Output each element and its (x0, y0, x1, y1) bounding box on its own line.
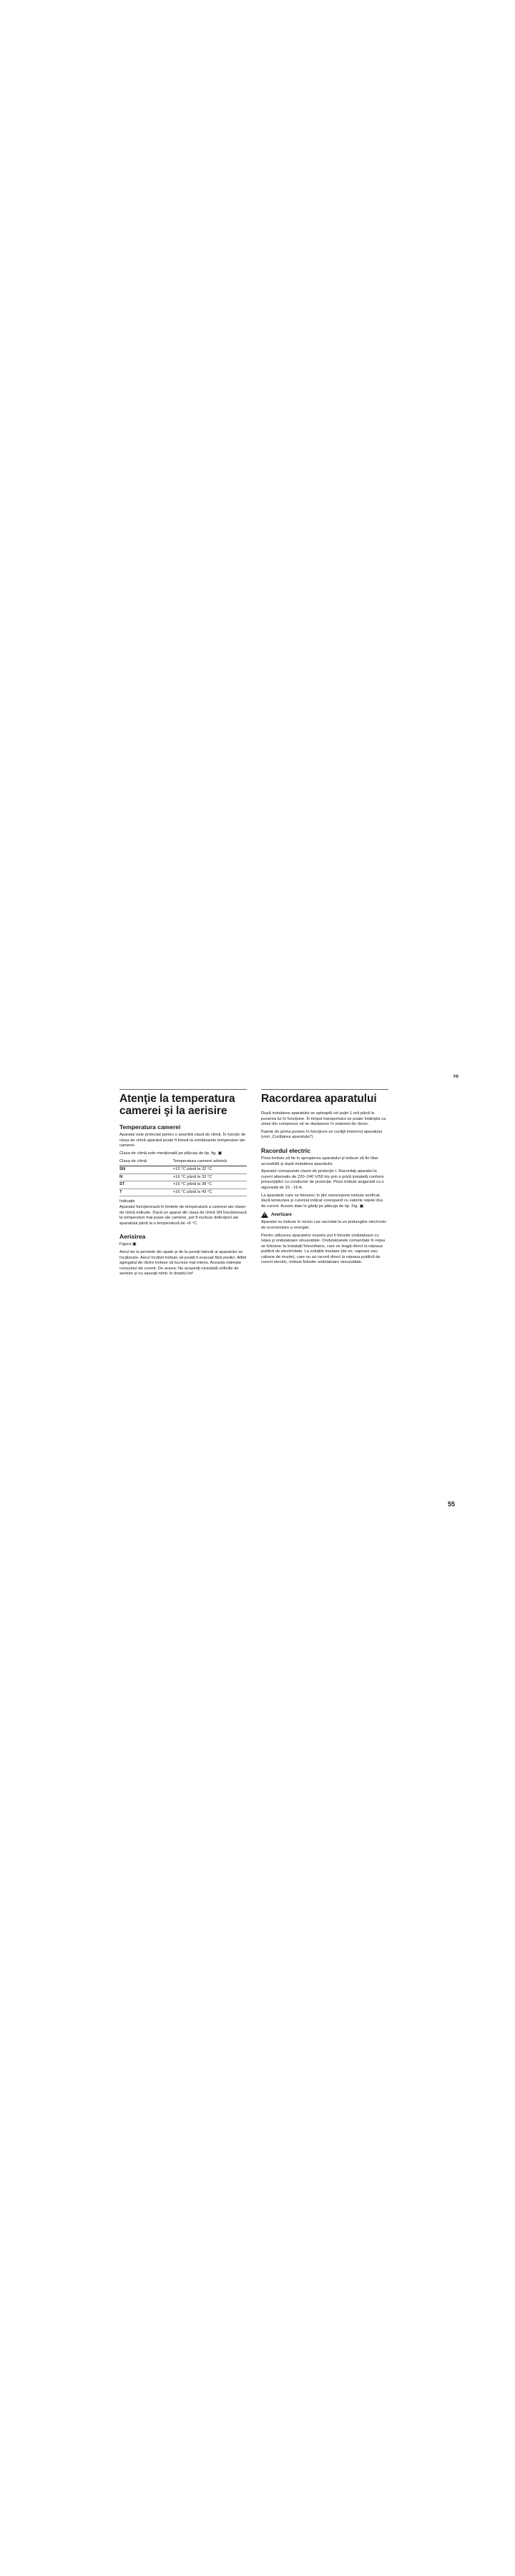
table-cell-temp: +16 °C până la 32 °C (173, 1174, 247, 1181)
title-line-1: Atenţie la temperatura (119, 1093, 235, 1105)
warning-triangle-icon (261, 1211, 268, 1218)
paragraph: Aparatul corespunde clasei de protecţie I. Racordaţi aparatul la curent alternativ de 220–240 V/50 Hz prin o priză instalată conform prescripţiilor cu conductor de protecţie. Priza trebuie asigurată cu o siguranţă de 10 - 16 A. (261, 1169, 384, 1190)
subheading-room-temperature: Temperatura camerei (119, 1123, 181, 1131)
table-header-cell: Temperatura camerei admisă (173, 1158, 247, 1166)
paragraph: La aparatele care se folosesc în ţări neeuropene trebuie verificat, dacă tensiunea şi curentul indicat corespund cu valorile reţelei dvs. de curent. Aceste date le găsiţi pe plăcuţa de tip. Fig. ▣ (261, 1193, 384, 1209)
subheading-electrical: Racordul electric (261, 1146, 310, 1154)
paragraph: După instalarea aparatului se aşteaptă cel puţin 1 oră până la punerea lui în funcţiune. În timpul transportului se poate întâmpla ca uleiul din compresor să se deplaseze în sistemul de răcire. (261, 1111, 386, 1127)
paragraph: Priza trebuie să fie în apropierea aparatului şi trebuie să fie liber accesibilă şi după instalarea aparatului. (261, 1156, 379, 1166)
left-column (119, 1089, 247, 1279)
paragraph: Clasa de climă este menţionată pe plăcuţa de tip, fig. ▣ (119, 1151, 222, 1156)
warning-label: Avertizare (271, 1212, 292, 1217)
table-row (119, 1166, 247, 1174)
table-cell-class: T (119, 1189, 173, 1196)
paragraph: Aparatul este proiectat pentru o anumită clasă de climă. În funcţie de clasa de climă aparatul poate fi folosit la următoarele temperaturi ale camerei. (119, 1133, 246, 1148)
table-cell-temp: +10 °C până la 32 °C (173, 1166, 247, 1174)
figure-reference: Figura ▣ (119, 1242, 137, 1247)
warning-text: Aparatul nu trebuie în niciun caz racordat la un prelungitor electronic de economisire a energiei. (261, 1220, 387, 1230)
subheading-ventilation: Aerisirea (119, 1233, 146, 1241)
title-line-2: camerei şi la aerisire (119, 1105, 227, 1117)
table-row (119, 1189, 247, 1196)
right-column (261, 1089, 388, 1268)
paragraph: Înainte de prima punere în funcţiune se curăţă interiorul aparatului (vezi „Curăţarea aparatului”). (261, 1129, 383, 1140)
warning-text: Pentru utilizarea aparatelor noastre pot fi folosite ondulatoare cu reţea şi ondulatoare sinusoidale. Ondulatoarele comandate în reţea se folosesc la instalaţii fotovoltaice, care se leagă direct la reţeaua publică de electricitate. La soluţiile insulare (de ex. vapoare sau cabane de munte), care nu au racord direct la reţeaua publică de curent electric, trebuie folosite ondulatoare sinusoidale. (261, 1233, 386, 1265)
page-number: 55 (448, 1501, 456, 1508)
language-code: ro (453, 1074, 458, 1079)
divider (119, 1089, 247, 1090)
climate-class-table (119, 1158, 247, 1196)
warning-header (261, 1211, 388, 1218)
paragraph: Aerul de la peretele din spate şi de la pereţii laterali ai aparatului se încălzeşte. Aerul încălzit trebuie să poată fi evacuat fără piedici. Altfel agregatul de răcire trebuie să lucreze mai intens. Aceasta măreşte consumul de curent. De aceea: Nu acoperiţi niciodată orificiile de aerisire şi nu aşezaţi nimic în dreptul lor! (119, 1249, 247, 1277)
table-cell-class: N (119, 1174, 173, 1181)
note-label: Indicaţie (119, 1199, 135, 1204)
table-cell-temp: +16 °C până la 43 °C (173, 1189, 247, 1196)
table-row (119, 1174, 247, 1181)
table-header-row (119, 1158, 247, 1166)
divider (261, 1089, 388, 1090)
section-title: Racordarea aparatului (261, 1093, 377, 1105)
table-cell-temp: +16 °C până la 38 °C (173, 1181, 247, 1189)
table-row (119, 1181, 247, 1189)
section-title (119, 1093, 247, 1117)
table-cell-class: SN (119, 1166, 173, 1174)
table-cell-class: ST (119, 1181, 173, 1189)
note-text: Aparatul funcţionează în limitele de temperatură a camerei ale clasei de climă indicate. Dacă un aparat din clasa de climă SN funcţionează la temperaturi mai joase ale camerei, pot fi excluse defecţiuni ale aparatului până la o temperatură de +5 °C. (119, 1204, 247, 1226)
table-header-cell: Clasa de climă (119, 1158, 173, 1166)
